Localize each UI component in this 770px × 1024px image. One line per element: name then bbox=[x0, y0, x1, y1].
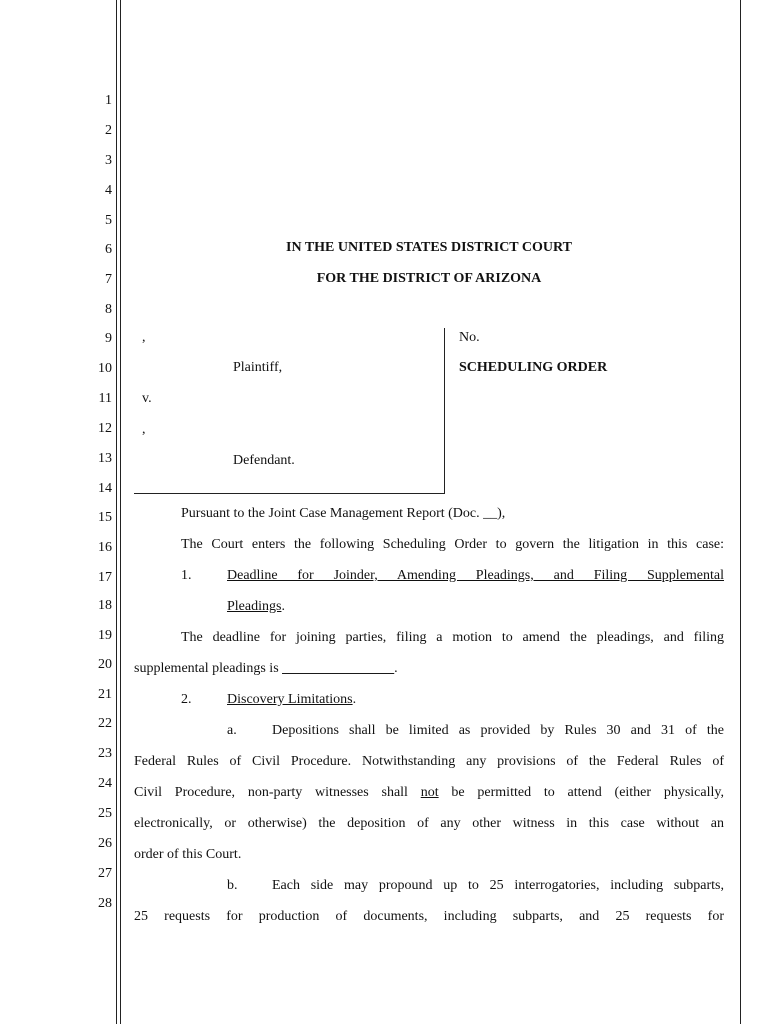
item-a-label: a. bbox=[227, 723, 237, 738]
emphasis-not: not bbox=[420, 785, 439, 800]
defendant-label: Defendant. bbox=[233, 453, 295, 468]
line-number: 12 bbox=[98, 421, 112, 436]
line-number: 15 bbox=[98, 510, 112, 525]
caption-divider bbox=[444, 328, 445, 494]
section-1-title: Deadline for Joinder, Amending Pleadings, and Filing Supplemental bbox=[227, 568, 724, 583]
line-number: 2 bbox=[105, 123, 112, 138]
item-a-line-2: Federal Rules of Civil Procedure. Notwithstanding any provisions of the Federal Rules of bbox=[134, 754, 724, 769]
plaintiff-label: Plaintiff, bbox=[233, 360, 283, 375]
line-number: 26 bbox=[98, 836, 112, 851]
section-1-title-period: . bbox=[281, 599, 285, 614]
deadline-prefix: supplemental pleadings is bbox=[134, 661, 283, 676]
line-number: 8 bbox=[105, 302, 112, 317]
item-a-text: Depositions shall be limited as provided by Rules 30 and 31 of the bbox=[272, 723, 724, 738]
section-2-number: 2. bbox=[181, 692, 192, 707]
line-number: 10 bbox=[98, 361, 112, 376]
line-number: 20 bbox=[98, 657, 112, 672]
section-1-text: The deadline for joining parties, filing a motion to amend the pleadings, and filing bbox=[181, 630, 724, 645]
section-1-number: 1. bbox=[181, 568, 192, 583]
right-margin-rule bbox=[740, 0, 741, 1024]
item-b-text: Each side may propound up to 25 interrogatories, including subparts, bbox=[272, 878, 724, 893]
line-number: 18 bbox=[98, 598, 112, 613]
line-number: 14 bbox=[98, 481, 112, 496]
item-a-line-3-pre: Civil Procedure, non-party witnesses shall bbox=[134, 785, 421, 800]
line-number: 3 bbox=[105, 153, 112, 168]
caption-underline bbox=[134, 493, 445, 494]
section-2-heading bbox=[227, 692, 356, 708]
item-b-line-2: 25 requests for production of documents, including subparts, and 25 requests for bbox=[134, 909, 724, 924]
line-number: 19 bbox=[98, 628, 112, 643]
deadline-period: . bbox=[394, 661, 398, 676]
item-a-line-4: electronically, or otherwise) the deposition of any other witness in this case without an bbox=[134, 816, 724, 831]
section-1-title-word: Pleadings bbox=[227, 599, 282, 614]
plaintiff-name: , bbox=[142, 330, 146, 345]
left-margin-rule bbox=[116, 0, 117, 1024]
line-number: 23 bbox=[98, 746, 112, 761]
court-name: IN THE UNITED STATES DISTRICT COURT bbox=[286, 240, 572, 255]
section-2-title: Discovery Limitations bbox=[227, 692, 353, 707]
section-2-period: . bbox=[352, 692, 357, 707]
left-margin-rule-inner bbox=[120, 0, 121, 1024]
versus: v. bbox=[142, 391, 152, 406]
line-number: 17 bbox=[98, 570, 112, 585]
court-district: FOR THE DISTRICT OF ARIZONA bbox=[316, 271, 542, 286]
case-number: No. bbox=[459, 330, 480, 345]
line-number: 5 bbox=[105, 213, 112, 228]
line-number: 25 bbox=[98, 806, 112, 821]
item-a-line-5: order of this Court. bbox=[134, 847, 242, 862]
line-number: 27 bbox=[98, 866, 112, 881]
section-1-text-cont bbox=[134, 661, 398, 677]
line-number: 24 bbox=[98, 776, 112, 791]
preamble-line: Pursuant to the Joint Case Management Report (Doc. __), bbox=[181, 506, 506, 521]
line-number: 11 bbox=[98, 391, 112, 406]
line-number: 6 bbox=[105, 242, 112, 257]
defendant-name: , bbox=[142, 422, 146, 437]
item-a-line-3-post: be permitted to attend (either physically, bbox=[438, 785, 724, 800]
line-number: 1 bbox=[105, 93, 112, 108]
line-number: 16 bbox=[98, 540, 112, 555]
line-number: 4 bbox=[105, 183, 112, 198]
line-number: 22 bbox=[98, 716, 112, 731]
line-number: 28 bbox=[98, 896, 112, 911]
section-1-title-cont bbox=[227, 599, 285, 615]
deadline-blank: ________________ bbox=[282, 661, 395, 676]
item-b-label: b. bbox=[227, 878, 238, 893]
line-number: 7 bbox=[105, 272, 112, 287]
line-number: 13 bbox=[98, 451, 112, 466]
order-title: SCHEDULING ORDER bbox=[459, 360, 608, 375]
line-number: 9 bbox=[105, 331, 112, 346]
intro-line: The Court enters the following Scheduling Order to govern the litigation in this case: bbox=[181, 537, 724, 552]
item-a-line-3 bbox=[134, 785, 724, 801]
line-number: 21 bbox=[98, 687, 112, 702]
